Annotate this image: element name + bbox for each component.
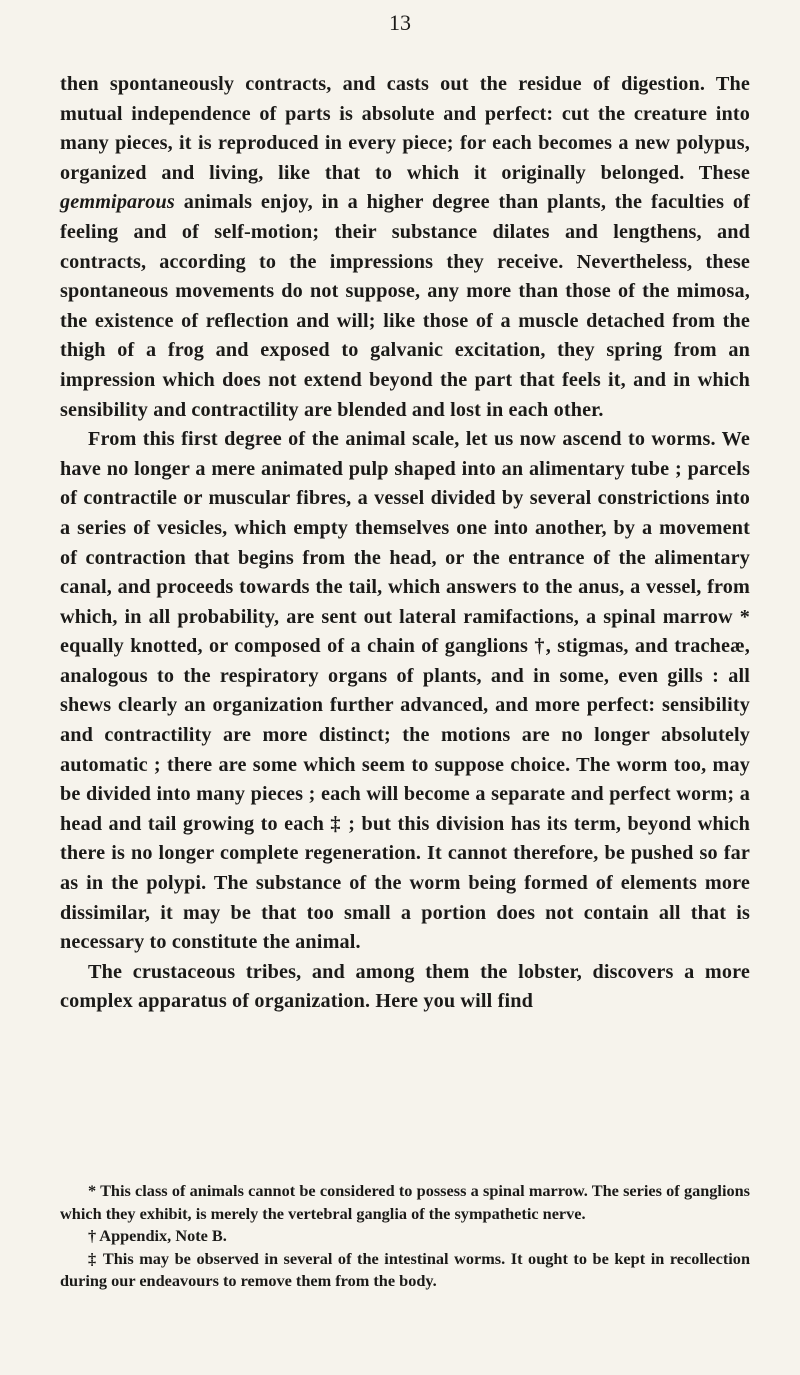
- italic-term: gemmiparous: [60, 191, 175, 214]
- page-number: 13: [389, 10, 411, 35]
- footnote-3: ‡ This may be observed in several of the intestinal worms. It ought to be kept in recollection during our endeavours to remove them from the body.: [60, 1248, 750, 1290]
- paragraph-1-part-1: then spontaneously contracts, and casts out the residue of digestion. The mutual independence of parts is absolute and perfect: cut the creature into many pieces, it is reproduced in every piece; for each becomes a new polypus, organized and living, like that to which it originally belonged. These: [60, 73, 750, 184]
- body-text: [60, 70, 750, 1017]
- paragraph-1-part-3: animals enjoy, in a higher degree than plants, the faculties of feeling and of self-motion; their substance dilates and lengthens, and contracts, according to the impressions they receive. Nevertheless, these spontaneous movements do not suppose, any more than those of the mimosa, the existence of reflection and will; like those of a muscle detached from the thigh of a frog and exposed to galvanic excitation, they spring from an impression which does not extend beyond the part that feels it, and in which sensibility and contractility are blended and lost in each other.: [60, 191, 750, 421]
- paragraph-1: [60, 70, 750, 425]
- footnotes: [60, 1180, 750, 1293]
- footnote-2: † Appendix, Note B.: [88, 1226, 227, 1245]
- footnote-1: * This class of animals cannot be considered to possess a spinal marrow. The series of ganglions which they exhibit, is merely the vertebral ganglia of the sympathetic nerve.: [60, 1181, 750, 1223]
- paragraph-2: From this first degree of the animal scale, let us now ascend to worms. We have no longer a mere animated pulp shaped into an alimentary tube ; parcels of contractile or muscular fibres, a vessel divided by several constrictions into a series of vesicles, which empty themselves one into another, by a movement of contraction that begins from the head, or the entrance of the alimentary canal, and proceeds towards the tail, which answers to the anus, a vessel, from which, in all probability, are sent out lateral ramifactions, a spinal marrow * equally knotted, or composed of a chain of ganglions †, stigmas, and tracheæ, analogous to the respiratory organs of plants, and in some, even gills : all shews clearly an organization further advanced, and more perfect: sensibility and contractility are more distinct; the motions are no longer absolutely automatic ; there are some which seem to suppose choice. The worm too, may be divided into many pieces ; each will become a separate and perfect worm; a head and tail growing to each ‡ ; but this division has its term, beyond which there is no longer complete regeneration. It cannot therefore, be pushed so far as in the polypi. The substance of the worm being formed of elements more dissimilar, it may be that too small a portion does not contain all that is necessary to constitute the animal.: [60, 428, 750, 954]
- paragraph-3: The crustaceous tribes, and among them the lobster, discovers a more complex apparatus of organization. Here you will find: [60, 960, 750, 1013]
